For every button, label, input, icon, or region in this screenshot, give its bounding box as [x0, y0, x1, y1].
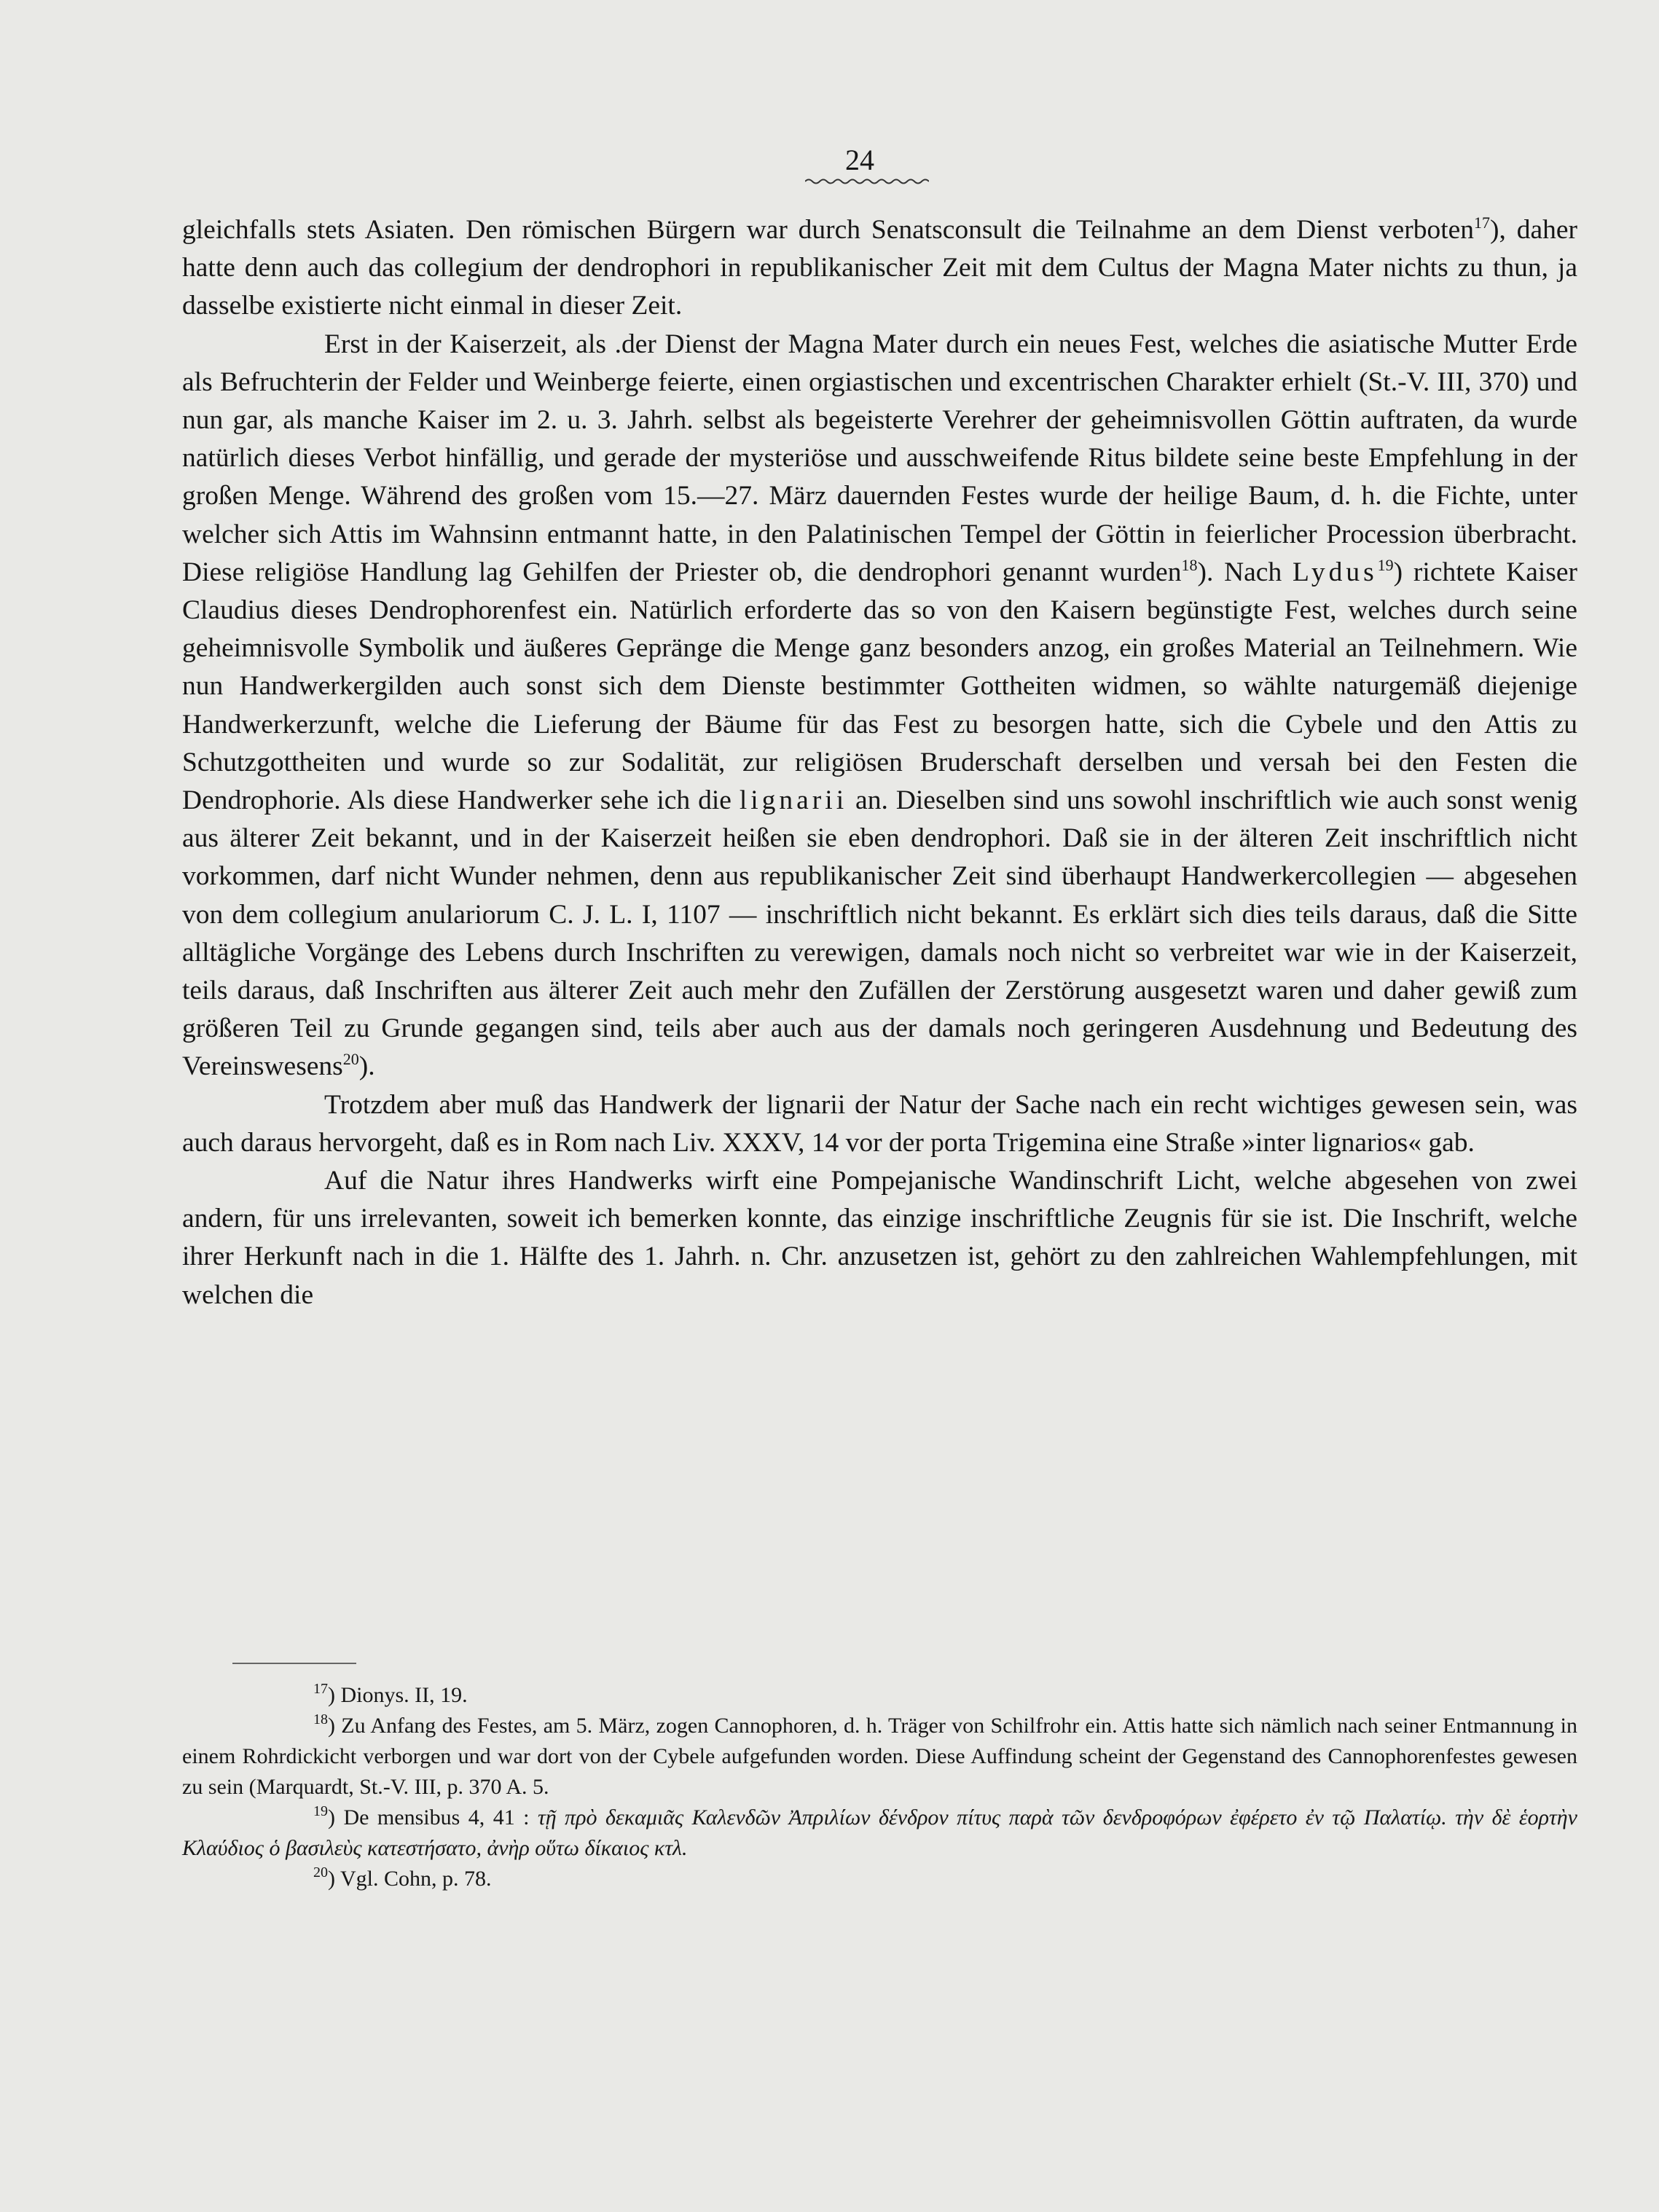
footnote-ref-18[interactable]: 18 [1181, 555, 1198, 574]
paragraph-3: Trotzdem aber muß das Handwerk der lignarii der Natur der Sache nach ein recht wichtiges gewesen sein, was auch daraus hervorgeht, daß es in Rom nach Liv. XXXV, 14 vor der porta Trigemina eine Straße »inter lignarios« gab. [182, 1089, 1577, 1158]
footnote-20 [182, 1864, 1577, 1894]
footnote-ref-17[interactable]: 17 [1474, 213, 1491, 232]
footnote-ref-20[interactable]: 20 [342, 1050, 359, 1069]
paragraph-text: ), daher hatte denn auch das collegium der dendrophori in republikanischer Zeit mit dem Cultus der Magna Mater nichts zu thun, ja dasselbe existierte nicht einmal in dieser Zeit. [182, 215, 1578, 321]
page-number: 24 [845, 144, 874, 176]
footnote-19 [182, 1803, 1577, 1864]
footnote-18 [182, 1711, 1577, 1803]
paragraph-text: gleichfalls stets Asiaten. Den römischen Bürgern war durch Senatsconsult die Teilnahme an dem Dienst verboten [182, 215, 1475, 245]
footnote-mark: 20 [313, 1864, 328, 1880]
footnote-mark: 17 [313, 1681, 328, 1697]
footnote-text: Zu Anfang des Festes, am 5. März, zogen Cannophoren, d. h. Träger von Schilfrohr ein. Attis hatte sich nämlich nach seiner Entmannung in einem Rohrdickicht verborgen und war dort von der Cybele aufgefunden worden. Diese Auffindung scheint der Gegenstand des Cannophorenfestes gewesen zu sein (Marquardt, St.-V. III, p. 370 A. 5. [182, 1714, 1577, 1799]
footnotes [182, 1680, 1577, 1894]
paragraph-text: ) richtete Kaiser Claudius dieses Dendrophorenfest ein. Natürlich erforderte das so von den Kaisern begünstigte Fest, welches durch seine geheimnisvolle Symbolik und äußeres Gepränge die Menge ganz besonders anzog, ein großes Material an Teilnehmern. Wie nun Handwerkergilden auch sonst sich dem Dienste bestimmter Gottheiten widmen, so wählte naturgemäß diejenige Handwerkerzunft, welche die Lieferung der Bäume für das Fest zu besorgen hatte, sich die Cybele und den Attis zu Schutzgottheiten und wurde so zur Sodalität, zur religiösen Bruderschaft derselben und versah bei den Festen die Dendrophorie. Als diese Handwerker sehe ich die [182, 557, 1577, 816]
paragraph-text: an. Dieselben sind uns sowohl inschriftlich wie auch sonst wenig aus älterer Zeit bekannt, und in der Kaiserzeit heißen sie eben dendrophori. Daß sie in der älteren Zeit inschriftlich nicht vorkommen, darf nicht Wunder nehmen, denn aus republikanischer Zeit sind überhaupt Handwerkercollegien — abgesehen von dem collegium anulariorum C. J. L. I, 1107 — inschriftlich nicht bekannt. Es erklärt sich dies teils daraus, daß die Sitte alltägliche Vorgänge des Lebens durch Inschriften zu verewigen, damals noch nicht so verbreitet war wie in der Kaiserzeit, teils daraus, daß Inschriften aus älterer Zeit auch mehr den Zufällen der Zerstörung ausgesetzt waren und daher gewiß zum größeren Teil zu Grunde gegangen sind, teils aber auch aus der damals noch geringeren Ausdehnung und Bedeutung des Vereinswesens [182, 785, 1577, 1082]
footnote-separator [232, 1663, 356, 1664]
author-name-lydus: Lydus [1292, 557, 1378, 587]
paragraph-text: ). Nach [1197, 557, 1293, 587]
greek-quotation: τῇ πρὸ δεκαμιᾶς Καλενδῶν Ἀπριλίων δένδρον πίτυς παρὰ τῶν δενδροφόρων ἐφέρετο ἐν τῷ Παλατίῳ. τὴν δὲ ἑορτὴν Κλαύδιος ὁ βασιλεὺς κατεστήσατο, ἀνὴρ οὕτω δίκαιος κτλ. [182, 1805, 1577, 1860]
footnote-17 [182, 1680, 1577, 1711]
footnote-mark: 18 [313, 1711, 328, 1727]
footnote-mark: 19 [313, 1803, 328, 1819]
paragraph-text: Erst in der Kaiserzeit, als .der Dienst der Magna Mater durch ein neues Fest, welches die asiatische Mutter Erde als Befruchterin der Felder und Weinberge feierte, einen orgiastischen und excentrischen Charakter erhielt (St.-V. III, 370) und nun gar, als manche Kaiser im 2. u. 3. Jahrh. selbst als begeisterte Verehrer der geheimnisvollen Göttin auftraten, da wurde natürlich dieses Verbot hinfällig, und gerade der mysteriöse und ausschweifende Ritus bildete seine beste Empfehlung in der großen Menge. Während des großen vom 15.—27. März dauernden Festes wurde der heilige Baum, d. h. die Fichte, unter welcher sich Attis im Wahnsinn entmannt hatte, in den Palatinischen Tempel der Göttin in feierlicher Procession überbracht. Diese religiöse Handlung lag Gehilfen der Priester ob, die dendrophori genannt wurden [182, 329, 1577, 587]
footnote-mark-close: ) [328, 1805, 335, 1829]
footnote-mark-close: ) [328, 1867, 335, 1891]
footnote-ref-19[interactable]: 19 [1377, 555, 1394, 574]
footnote-text: Vgl. Cohn, p. 78. [335, 1867, 492, 1891]
paragraph-text: ). [358, 1051, 375, 1082]
emphasis-lignarii: lignarii [739, 785, 848, 816]
paragraph-4: Auf die Natur ihres Handwerks wirft eine Pompejanische Wandinschrift Licht, welche abgesehen von zwei andern, für uns irrelevanten, soweit ich bemerken konnte, das einzige inschriftliche Zeugnis für sie ist. Die Inschrift, welche ihrer Herkunft nach in die 1. Hälfte des 1. Jahrh. n. Chr. anzusetzen ist, gehört zu den zahlreichen Wahlempfehlungen, mit welchen die [182, 1166, 1577, 1310]
footnote-text: Dionys. II, 19. [335, 1683, 468, 1707]
ornamental-rule [805, 177, 929, 186]
footnote-mark-close: ) [328, 1683, 335, 1707]
paragraph-2 [182, 326, 1577, 1086]
paragraph-1 [182, 211, 1577, 326]
body-text [182, 211, 1577, 1314]
footnote-text: De mensibus 4, 41 : [335, 1805, 538, 1829]
footnote-mark-close: ) [328, 1714, 335, 1738]
